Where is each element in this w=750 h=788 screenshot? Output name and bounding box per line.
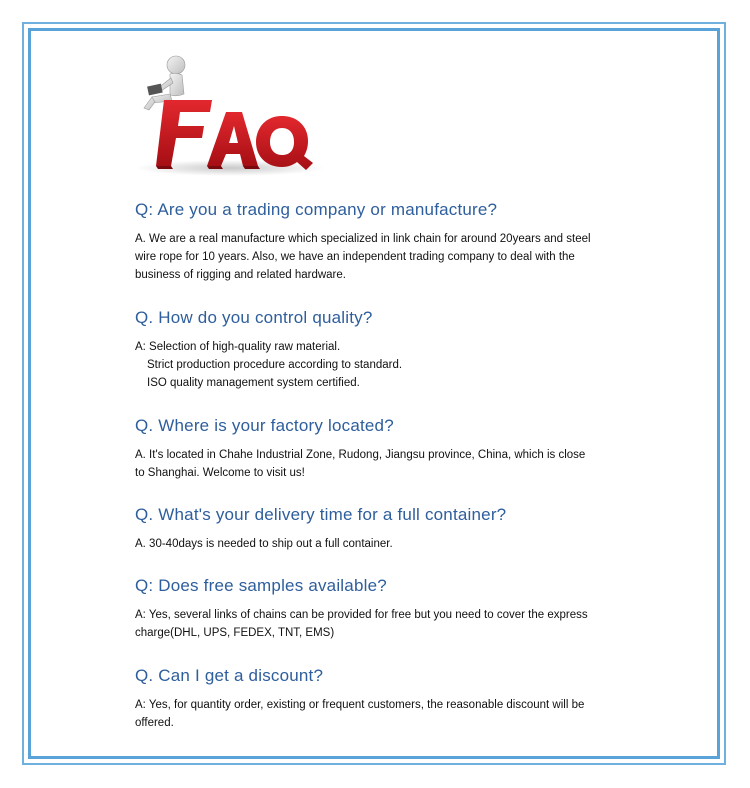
- faq-answer-line: business of rigging and related hardware.: [135, 269, 346, 281]
- faq-item: [135, 576, 635, 642]
- faq-question: Q. How do you control quality?: [135, 308, 373, 327]
- faq-answer-line: Strict production procedure according to standard.: [147, 359, 403, 371]
- faq-answer-line: A: Yes, for quantity order, existing or frequent customers, the reasonable discount will be: [135, 699, 585, 711]
- faq-answer-line: A. We are a real manufacture which specialized in link chain for around 20years and steel: [135, 233, 591, 245]
- faq-item: [135, 308, 635, 392]
- faq-answer-line: A. It's located in Chahe Industrial Zone, Rudong, Jiangsu province, China, which is close: [135, 449, 586, 461]
- faq-question: Q: Does free samples available?: [135, 576, 387, 595]
- faq-item: [135, 666, 635, 732]
- faq-answer-line: A. 30-40days is needed to ship out a full container.: [135, 538, 393, 550]
- faq-answer: [135, 446, 635, 482]
- faq-item: [135, 416, 635, 482]
- faq-item: [135, 200, 635, 284]
- faq-question: Q. What's your delivery time for a full container?: [135, 505, 507, 524]
- faq-answer-line: to Shanghai. Welcome to visit us!: [135, 467, 305, 479]
- faq-answer-line: A: Yes, several links of chains can be provided for free but you need to cover the express: [135, 609, 588, 621]
- faq-answer: [135, 535, 635, 553]
- faq-question: Q. Where is your factory located?: [135, 416, 394, 435]
- faq-logo: [130, 50, 330, 180]
- faq-answer-line: ISO quality management system certified.: [147, 377, 360, 389]
- faq-question: Q: Are you a trading company or manufacture?: [135, 200, 498, 219]
- faq-answer-line: A: Selection of high-quality raw material.: [135, 341, 341, 353]
- faq-answer: [135, 338, 635, 392]
- faq-answer-line: wire rope for 10 years. Also, we have an independent trading company to deal with the: [135, 251, 575, 263]
- faq-item: [135, 505, 635, 553]
- faq-answer-line: charge(DHL, UPS, FEDEX, TNT, EMS): [135, 627, 335, 639]
- faq-answer-line: offered.: [135, 717, 174, 729]
- faq-answer: [135, 230, 635, 284]
- faq-letters: [156, 100, 313, 170]
- faq-answer: [135, 606, 635, 642]
- faq-answer: [135, 696, 635, 732]
- faq-question: Q. Can I get a discount?: [135, 666, 324, 685]
